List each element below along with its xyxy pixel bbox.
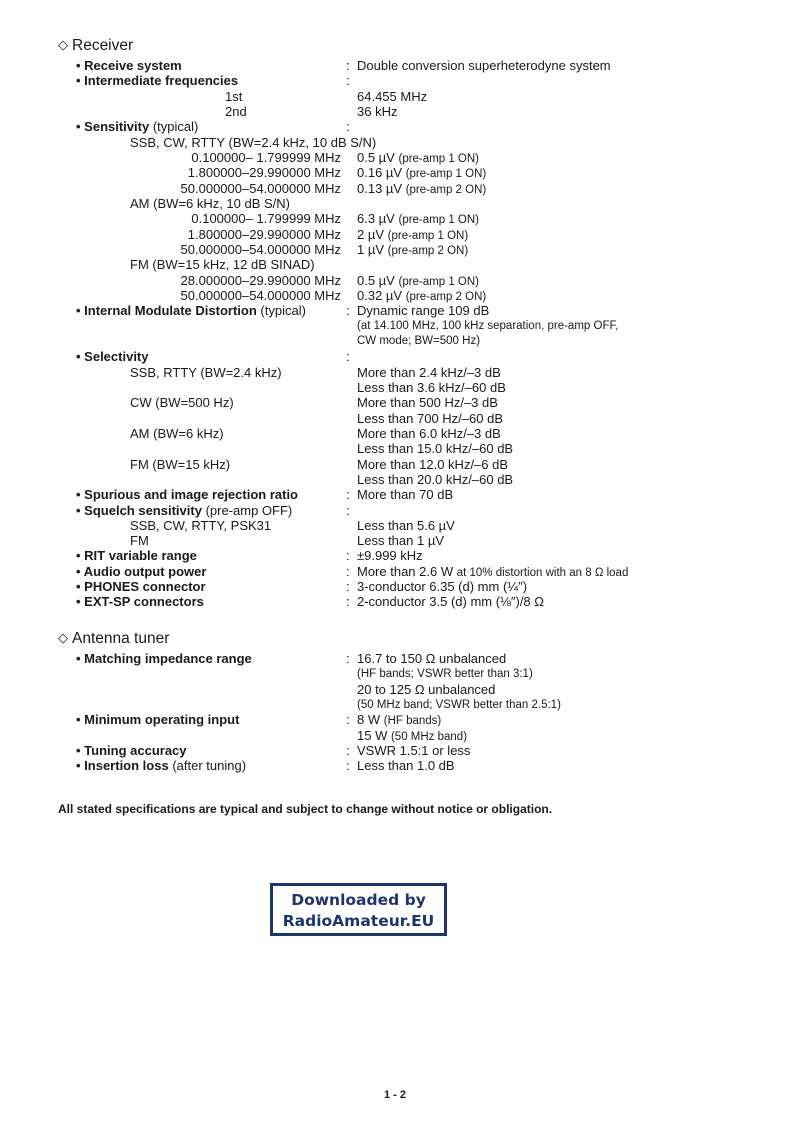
colon: :	[346, 58, 350, 73]
if-label: • Intermediate frequencies	[76, 73, 239, 88]
sensitivity-value: 1 µV (pre-amp 2 ON)	[357, 242, 469, 257]
min-input-label: • Minimum operating input	[76, 712, 240, 727]
extsp-label: • EXT-SP connectors	[76, 594, 204, 609]
page-number: 1 - 2	[384, 1089, 407, 1101]
selectivity-mode: FM (BW=15 kHz)	[130, 457, 231, 472]
sensitivity-value: 0.5 µV (pre-amp 1 ON)	[357, 150, 480, 165]
min-input-value: 15 W (50 MHz band)	[357, 728, 468, 743]
footnote: All stated specifications are typical and subject to change without notice or obligation.	[58, 802, 553, 816]
if-first-label: 1st	[225, 89, 243, 104]
min-input-value: 8 W (HF bands)	[357, 712, 442, 727]
selectivity-value: More than 6.0 kHz/–3 dB	[357, 426, 501, 441]
matching-note: (HF bands; VSWR better than 3:1)	[357, 668, 533, 680]
colon: :	[346, 712, 350, 727]
sensitivity-range: 50.000000–54.000000 MHz	[180, 242, 341, 257]
sensitivity-value: 6.3 µV (pre-amp 1 ON)	[357, 211, 480, 226]
insertion-label: • Insertion loss (after tuning)	[76, 758, 247, 773]
insertion-value: Less than 1.0 dB	[357, 758, 455, 773]
colon: :	[346, 579, 350, 594]
sensitivity-range: 1.800000–29.990000 MHz	[187, 227, 341, 242]
sensitivity-range: 0.100000– 1.799999 MHz	[191, 150, 341, 165]
colon: :	[346, 487, 350, 502]
download-stamp	[270, 883, 447, 936]
selectivity-value: Less than 3.6 kHz/–60 dB	[357, 380, 506, 395]
audio-value: More than 2.6 W at 10% distortion with an 8 Ω load	[357, 564, 629, 579]
sensitivity-range: 1.800000–29.990000 MHz	[187, 165, 341, 180]
matching-label: • Matching impedance range	[76, 651, 252, 666]
selectivity-value: Less than 20.0 kHz/–60 dB	[357, 472, 514, 487]
sensitivity-value: 0.32 µV (pre-amp 2 ON)	[357, 288, 487, 303]
colon: :	[346, 73, 350, 88]
selectivity-value: More than 500 Hz/–3 dB	[357, 395, 498, 410]
sensitivity-range: 28.000000–29.990000 MHz	[180, 273, 341, 288]
sensitivity-value: 2 µV (pre-amp 1 ON)	[357, 227, 469, 242]
phones-value: 3-conductor 6.35 (d) mm (¼″)	[357, 579, 528, 594]
if-second-label: 2nd	[225, 104, 247, 119]
colon: :	[346, 758, 350, 773]
selectivity-value: Less than 700 Hz/–60 dB	[357, 411, 503, 426]
sensitivity-value: 0.13 µV (pre-amp 2 ON)	[357, 181, 487, 196]
squelch-mode: SSB, CW, RTTY, PSK31	[130, 518, 272, 533]
selectivity-value: More than 12.0 kHz/–6 dB	[357, 457, 509, 472]
extsp-value: 2-conductor 3.5 (d) mm (⅛″)/8 Ω	[357, 594, 544, 609]
accuracy-label: • Tuning accuracy	[76, 743, 187, 758]
colon: :	[346, 594, 350, 609]
sensitivity-fm-title: FM (BW=15 kHz, 12 dB SINAD)	[130, 257, 315, 272]
receive-system-label: • Receive system	[76, 58, 182, 73]
stamp-line: RadioAmateur.EU	[282, 912, 435, 930]
spurious-value: More than 70 dB	[357, 487, 454, 502]
imd-detail: CW mode; BW=500 Hz)	[357, 335, 481, 347]
sensitivity-am-title: AM (BW=6 kHz, 10 dB S/N)	[130, 196, 291, 211]
stamp-line: Downloaded by	[291, 891, 426, 909]
colon: :	[346, 349, 350, 364]
colon: :	[346, 548, 350, 563]
rit-value: ±9.999 kHz	[357, 548, 423, 563]
sensitivity-label: • Sensitivity (typical)	[76, 119, 199, 134]
sensitivity-range: 50.000000–54.000000 MHz	[180, 181, 341, 196]
squelch-value: Less than 1 µV	[357, 533, 444, 548]
sensitivity-range: 50.000000–54.000000 MHz	[180, 288, 341, 303]
phones-label: • PHONES connector	[76, 579, 206, 594]
receive-system-value: Double conversion superheterodyne system	[357, 58, 611, 73]
squelch-label: • Squelch sensitivity (pre-amp OFF)	[76, 503, 293, 518]
matching-value: 16.7 to 150 Ω unbalanced	[357, 651, 507, 666]
colon: :	[346, 503, 350, 518]
sensitivity-range: 0.100000– 1.799999 MHz	[191, 211, 341, 226]
squelch-mode: FM	[130, 533, 149, 548]
imd-detail: (at 14.100 MHz, 100 kHz separation, pre-amp OFF,	[357, 320, 619, 332]
tuner-heading: ◇ Antenna tuner	[58, 630, 170, 647]
colon: :	[346, 651, 350, 666]
selectivity-mode: CW (BW=500 Hz)	[130, 395, 234, 410]
audio-label: • Audio output power	[76, 564, 207, 579]
imd-label: • Internal Modulate Distortion (typical)	[76, 303, 306, 318]
sensitivity-ssb-title: SSB, CW, RTTY (BW=2.4 kHz, 10 dB S/N)	[130, 135, 377, 150]
accuracy-value: VSWR 1.5:1 or less	[357, 743, 471, 758]
selectivity-value: Less than 15.0 kHz/–60 dB	[357, 441, 514, 456]
if-first-value: 64.455 MHz	[357, 89, 428, 104]
if-second-value: 36 kHz	[357, 104, 398, 119]
matching-value: 20 to 125 Ω unbalanced	[357, 682, 496, 697]
colon: :	[346, 119, 350, 134]
matching-note: (50 MHz band; VSWR better than 2.5:1)	[357, 699, 561, 711]
colon: :	[346, 303, 350, 318]
diamond-icon: ◇	[58, 630, 68, 645]
sensitivity-value: 0.16 µV (pre-amp 1 ON)	[357, 165, 487, 180]
rit-label: • RIT variable range	[76, 548, 197, 563]
selectivity-value: More than 2.4 kHz/–3 dB	[357, 365, 501, 380]
selectivity-label: • Selectivity	[76, 349, 149, 364]
selectivity-mode: AM (BW=6 kHz)	[130, 426, 224, 441]
selectivity-mode: SSB, RTTY (BW=2.4 kHz)	[130, 365, 282, 380]
receiver-heading: ◇ Receiver	[58, 37, 134, 54]
diamond-icon: ◇	[58, 37, 68, 52]
colon: :	[346, 743, 350, 758]
colon: :	[346, 564, 350, 579]
sensitivity-value: 0.5 µV (pre-amp 1 ON)	[357, 273, 480, 288]
squelch-value: Less than 5.6 µV	[357, 518, 455, 533]
spurious-label: • Spurious and image rejection ratio	[76, 487, 298, 502]
imd-value: Dynamic range 109 dB	[357, 303, 490, 318]
